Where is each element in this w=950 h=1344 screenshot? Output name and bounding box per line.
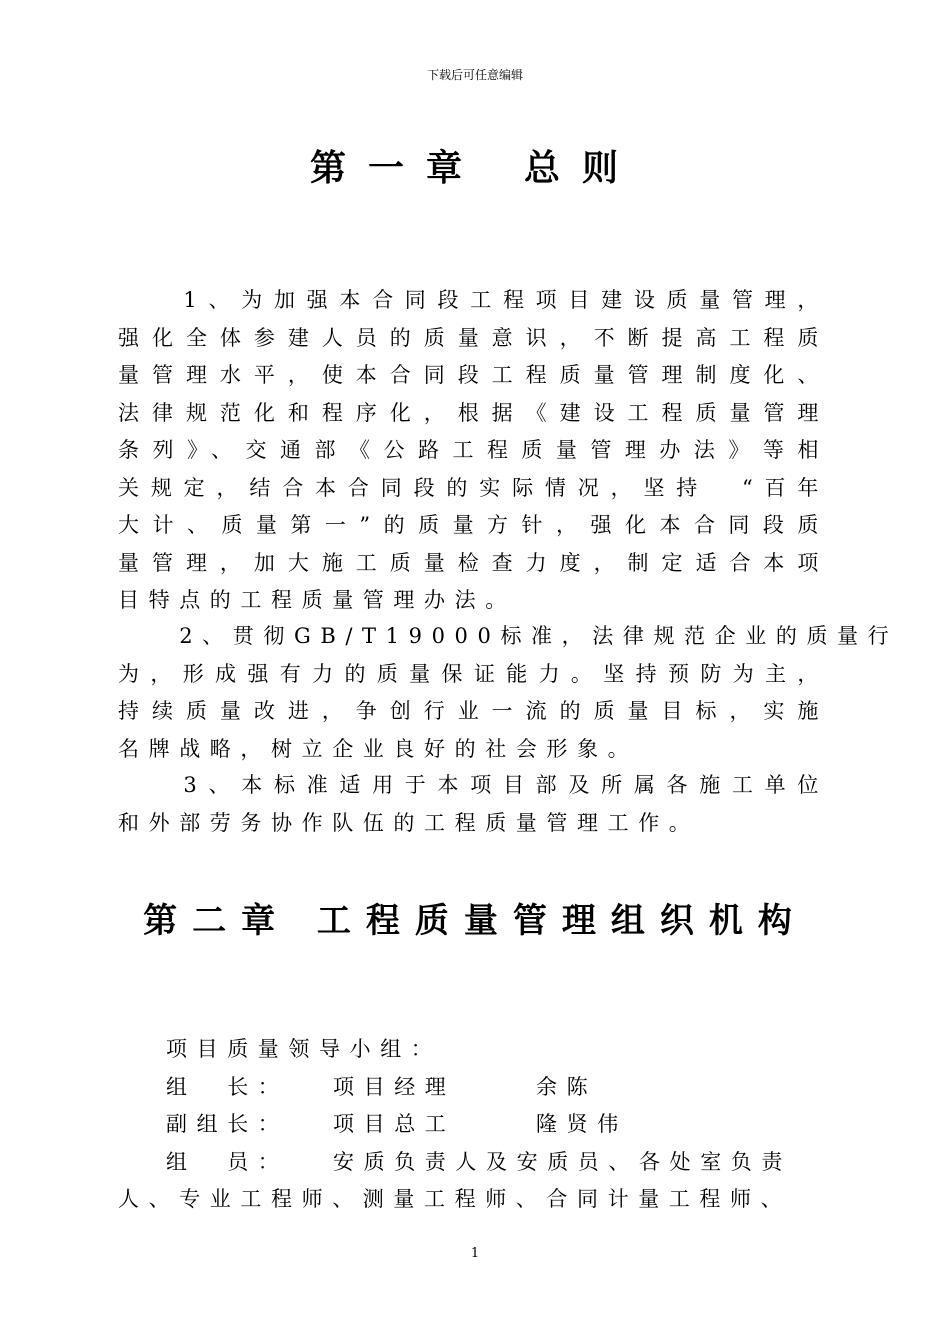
deputy-name: 隆贤伟 (536, 1112, 628, 1136)
paragraph-line: 持续质量改进，争创行业一流的质量目标，实施 (118, 699, 828, 723)
paragraph-line: 和外部劳务协作队伍的工程质量管理工作。 (118, 810, 700, 835)
paragraph-line: 名牌战略，树立企业良好的社会形象。 (118, 736, 639, 761)
deputy-label: 副组长： (166, 1112, 289, 1136)
paragraph-line: 3、本标准适用于本项目部及所属各施工单位 (118, 773, 828, 797)
paragraph-line: 关规定，结合本合同段的实际情况，坚持 “百年 (118, 475, 828, 500)
members-text-continued: 人、专业工程师、测量工程师、合同计量工程师、 (118, 1187, 792, 1211)
paragraph-line: 2、贯彻GB/T19000标准，法律规范企业的质量行 (118, 624, 899, 648)
paragraph-line: 1、为加强本合同段工程项目建设质量管理， (118, 288, 828, 312)
paragraph-1 (118, 282, 828, 620)
org-deputy-row (118, 1106, 838, 1144)
page-header: 下载后可任意编辑 (426, 68, 523, 82)
org-members-continued-row (118, 1181, 838, 1219)
chapter-2-title: 第二章 工程质量管理组织机构 (143, 901, 807, 941)
org-leader-row (118, 1069, 838, 1107)
page-number: 1 (470, 1246, 480, 1261)
org-structure (118, 1031, 838, 1219)
paragraph-line: 为，形成强有力的质量保证能力。坚持预防为主， (118, 661, 828, 686)
org-heading-row (118, 1031, 838, 1069)
leader-label: 组 长： (166, 1074, 289, 1099)
deputy-role: 项目总工 (333, 1112, 456, 1136)
org-members-row (118, 1144, 838, 1182)
paragraph-line: 大计、质量第一”的质量方针，强化本合同段质 (118, 513, 828, 537)
chapter-1-title (0, 140, 950, 191)
paragraph-2 (118, 618, 899, 768)
paragraph-line: 强化全体参建人员的质量意识，不断提高工程质 (118, 325, 828, 350)
paragraph-line: 法律规范化和程序化，根据《建设工程质量管理 (118, 400, 828, 425)
members-label: 组 员： (166, 1149, 289, 1174)
paragraph-line: 量管理，加大施工质量检查力度，制定适合本项 (118, 550, 828, 575)
paragraph-3 (118, 767, 828, 842)
leader-role: 项目经理 (333, 1074, 456, 1099)
chapter-1-name: 总则 (524, 148, 641, 189)
members-text: 安质负责人及安质员、各处室负责 (333, 1149, 792, 1174)
leader-name: 余陈 (536, 1074, 598, 1099)
paragraph-line: 条列》、交通部《公路工程质量管理办法》等相 (118, 438, 828, 462)
chapter-1-number: 第一章 (309, 148, 484, 189)
paragraph-line: 目特点的工程质量管理办法。 (118, 588, 516, 612)
paragraph-line: 量管理水平，使本合同段工程质量管理制度化、 (118, 363, 828, 387)
org-heading: 项目质量领导小组： (166, 1037, 442, 1061)
